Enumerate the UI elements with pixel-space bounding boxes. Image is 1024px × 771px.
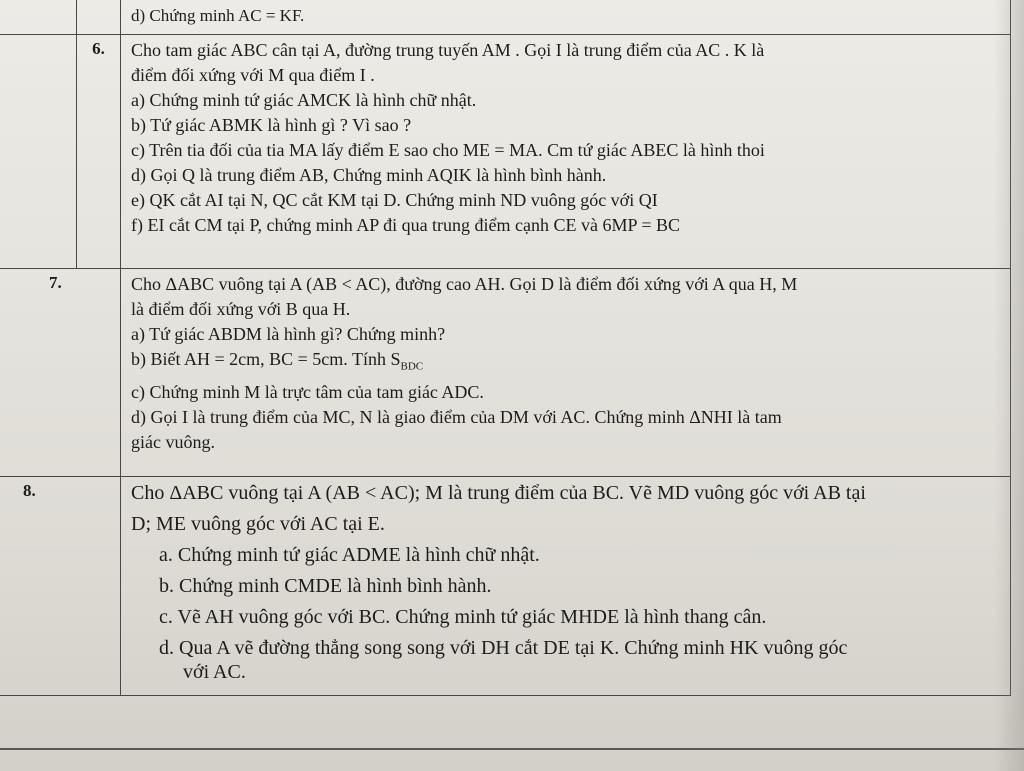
exercise-6-number: 6. xyxy=(77,35,121,269)
ex7-part-a: a) Tứ giác ABDM là hình gì? Chứng minh? xyxy=(131,324,446,344)
ex7-stem-line2: là điểm đối xứng với B qua H. xyxy=(131,299,351,319)
exercise-7-number: 7. xyxy=(0,269,121,477)
ex7-part-b-subscript: BDC xyxy=(400,360,424,373)
ex8-stem-line1: Cho ΔABC vuông tại A (AB < AC); M là trung điểm của BC. Vẽ MD vuông góc với AB tại xyxy=(131,482,866,504)
row-exercise-7 xyxy=(0,269,1011,477)
ex7-part-b xyxy=(131,348,1002,378)
ex8-part-d-line1: d. Qua A vẽ đường thẳng song song với DH cắt DE tại K. Chứng minh HK vuông góc xyxy=(159,637,848,659)
ex6-part-a: a) Chứng minh tứ giác AMCK là hình chữ nhật. xyxy=(131,90,477,110)
ex7-part-c: c) Chứng minh M là trực tâm của tam giác ADC. xyxy=(131,381,484,402)
exercise-7-content xyxy=(121,269,1011,477)
ex8-part-b: b. Chứng minh CMDE là hình bình hành. xyxy=(159,575,492,597)
ex6-part-d: d) Gọi Q là trung điểm AB, Chứng minh AQIK là hình bình hành. xyxy=(131,165,607,185)
ex7-part-b-text: b) Biết AH = 2cm, BC = 5cm. Tính S xyxy=(131,349,401,369)
exercise-8-number: 8. xyxy=(0,477,121,696)
exercise-6-content xyxy=(121,35,1011,269)
ex6-part-e: e) QK cắt AI tại N, QC cắt KM tại D. Chứng minh ND vuông góc với QI xyxy=(131,190,658,210)
row-exercise-8 xyxy=(0,477,1011,696)
ex7-part-d-line1: d) Gọi I là trung điểm của MC, N là giao điểm của DM với AC. Chứng minh ΔNHI là tam xyxy=(131,406,782,427)
page-edge-shadow xyxy=(994,0,1024,771)
page-bottom-rule xyxy=(0,748,1024,750)
ex6-stem-line1: Cho tam giác ABC cân tại A, đường trung tuyến AM . Gọi I là trung điểm của AC . K là xyxy=(131,40,765,60)
ex6-part-b: b) Tứ giác ABMK là hình gì ? Vì sao ? xyxy=(131,115,412,135)
ex6-stem-line2: điểm đối xứng với M qua điểm I . xyxy=(131,65,375,85)
col-blank xyxy=(77,0,121,35)
ex8-stem-line2: D; ME vuông góc với AC tại E. xyxy=(131,513,385,535)
row-prev-content xyxy=(121,0,1011,35)
exercise-8-content xyxy=(121,477,1011,696)
ex6-part-f: f) EI cắt CM tại P, chứng minh AP đi qua trung điểm cạnh CE và 6MP = BC xyxy=(131,215,681,235)
row-prev-exercise xyxy=(0,0,1011,35)
col-blank xyxy=(0,0,77,35)
row-exercise-6 xyxy=(0,35,1011,269)
col-blank xyxy=(0,35,77,269)
ex6-part-c: c) Trên tia đối của tia MA lấy điểm E sao cho ME = MA. Cm tứ giác ABEC là hình thoi xyxy=(131,140,765,160)
prev-part-d: d) Chứng minh AC = KF. xyxy=(131,6,305,25)
ex8-part-a: a. Chứng minh tứ giác ADME là hình chữ nhật. xyxy=(159,544,540,566)
ex8-part-d-line2: với AC. xyxy=(183,661,246,683)
ex8-part-c: c. Vẽ AH vuông góc với BC. Chứng minh tứ giác MHDE là hình thang cân. xyxy=(159,606,767,628)
ex7-stem-line1: Cho ΔABC vuông tại A (AB < AC), đường cao AH. Gọi D là điểm đối xứng với A qua H, M xyxy=(131,274,798,294)
ex7-part-d-line2: giác vuông. xyxy=(131,431,215,452)
